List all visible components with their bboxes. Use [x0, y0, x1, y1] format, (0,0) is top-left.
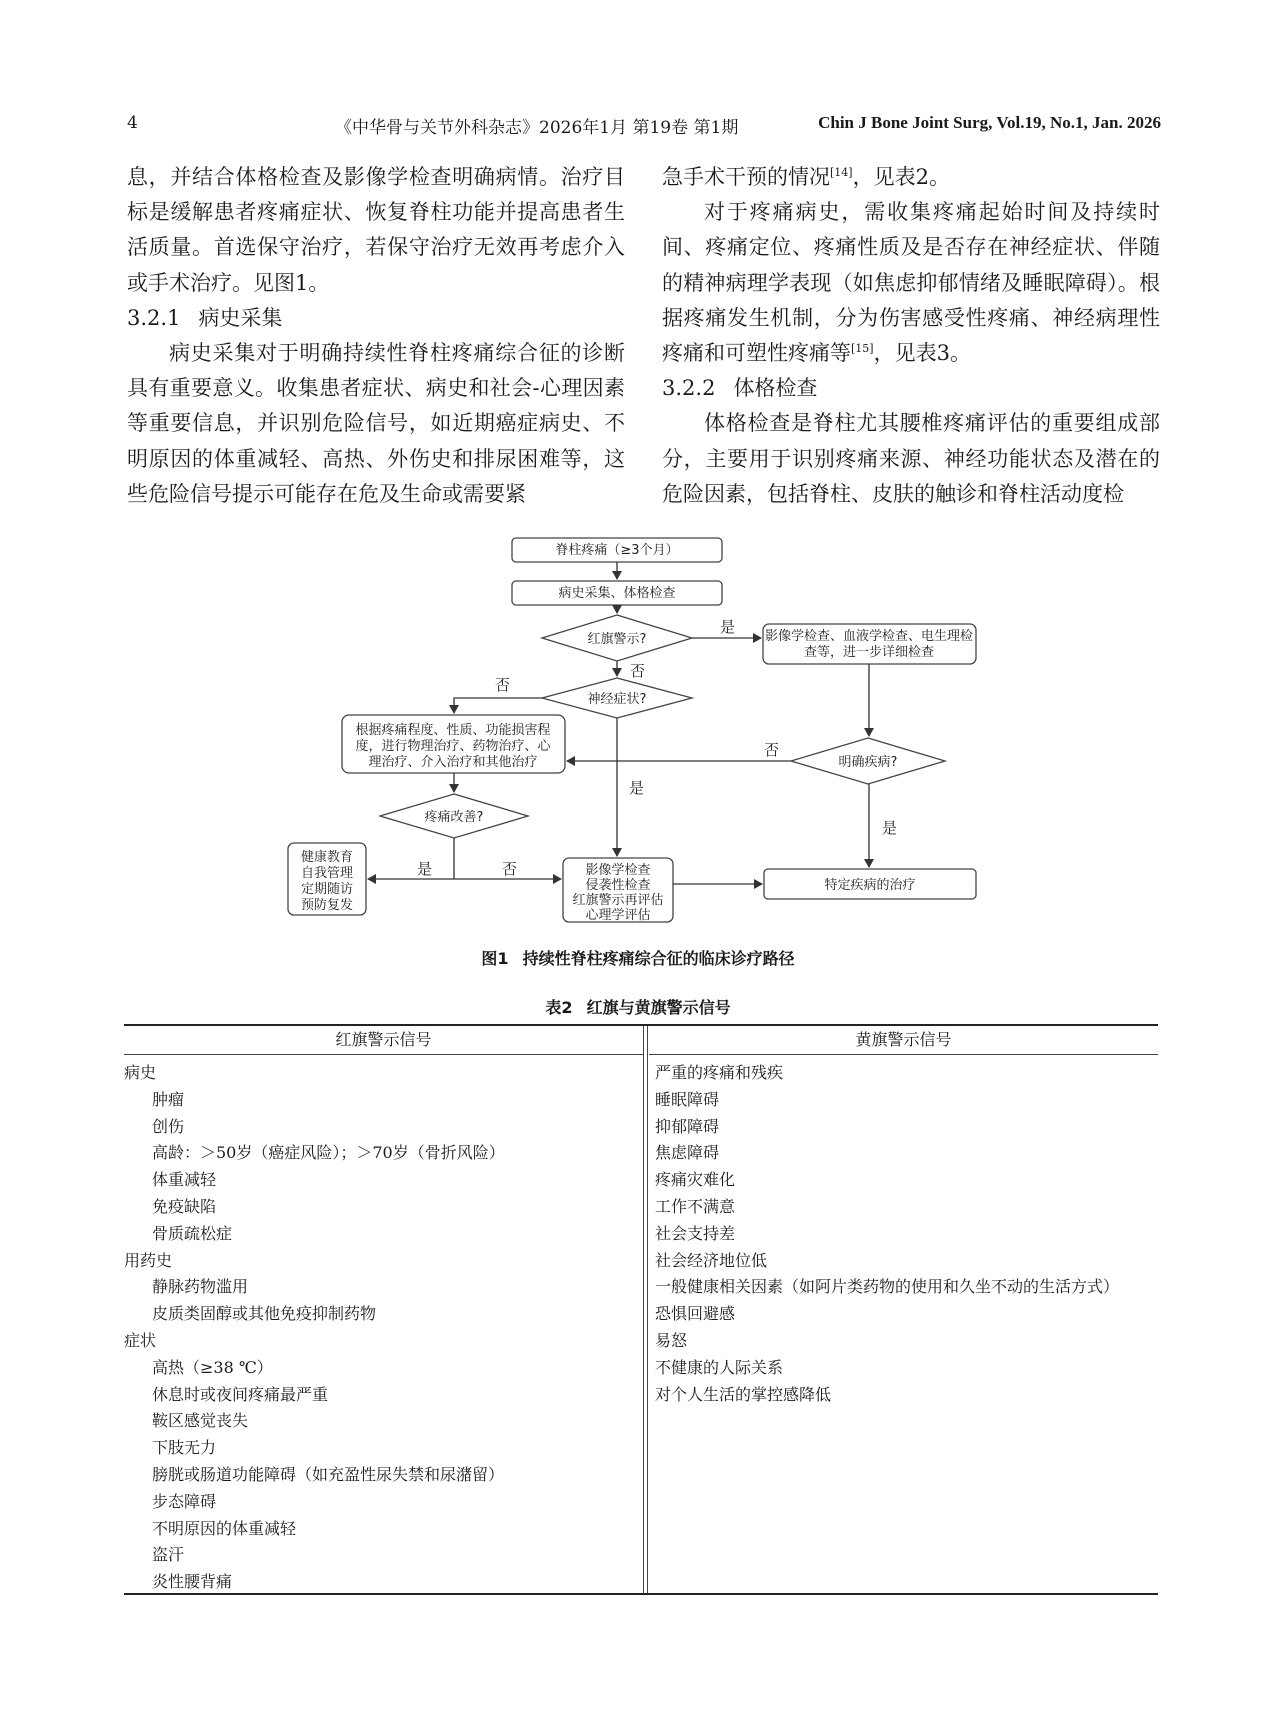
edge-label-yes: 是 — [720, 618, 736, 636]
edge-label-yes: 是 — [417, 860, 433, 878]
node-specific-label: 特定疾病的治疗 — [824, 878, 916, 893]
column-header-yellow: 黄旗警示信号 — [649, 1026, 1158, 1055]
table-row: 不明原因的体重减轻 — [152, 1518, 297, 1538]
paragraph — [662, 195, 1160, 371]
node-imaging-label: 影像学检查、血液学检查、电生理检 — [764, 629, 974, 644]
figure-label: 图1 — [481, 949, 509, 968]
section-heading — [127, 301, 625, 336]
table-title — [0, 995, 1276, 1018]
edge — [454, 698, 542, 713]
table-title-text: 红旗与黄旗警示信号 — [586, 998, 731, 1017]
text: ，见表2。 — [852, 165, 950, 189]
section-title: 病史采集 — [198, 305, 283, 330]
table-row: 睡眠障碍 — [655, 1089, 720, 1109]
node-education-label: 健康教育 — [300, 850, 354, 865]
page-number: 4 — [127, 113, 138, 133]
table-row: 高热（≥38 ℃） — [152, 1357, 273, 1377]
node-reevaluation-label: 侵袭性检查 — [585, 878, 651, 893]
citation: [14] — [830, 166, 853, 179]
edge-label-no: 否 — [630, 662, 646, 680]
edge — [368, 838, 454, 879]
table-row: 易怒 — [655, 1330, 688, 1350]
figure-caption-text: 持续性脊柱疼痛综合征的临床诊疗路径 — [522, 949, 795, 968]
table-row: 静脉药物滥用 — [152, 1277, 249, 1297]
node-neuro-label: 神经症状? — [587, 692, 647, 707]
section-heading — [662, 371, 1160, 406]
paragraph: 病史采集对于明确持续性脊柱疼痛综合征的诊断具有重要意义。收集患者症状、病史和社会-心理因素等重要信息，并识别危险信号，如近期癌症病史、不明原因的体重减轻、高热、外伤史和排尿困难等，这些危险信号提示可能存在危及生命或需要紧 — [127, 341, 625, 506]
table-row: 焦虑障碍 — [655, 1143, 720, 1163]
figure-caption — [0, 946, 1276, 969]
yellow-flag-list — [655, 1060, 1155, 1408]
table-row: 用药史 — [124, 1250, 173, 1270]
flowchart — [280, 528, 1000, 928]
table-row: 盗汗 — [152, 1545, 185, 1565]
node-reevaluation-label: 心理学评估 — [585, 908, 651, 923]
node-history-label: 病史采集、体格检查 — [558, 586, 676, 601]
journal-header-cn: 《中华骨与关节外科杂志》2026年1月 第19卷 第1期 — [335, 118, 739, 138]
node-diagnosis-label: 明确疾病? — [838, 755, 898, 770]
left-column — [127, 160, 625, 512]
node-treatment-label: 度，进行物理治疗、药物治疗、心 — [355, 739, 551, 754]
text: 对于疼痛病史，需收集疼痛起始时间及持续时间、疼痛定位、疼痛性质及是否存在神经症状、伴随的精神病理学表现（如焦虑抑郁情绪及睡眠障碍）。根据疼痛发生机制，分为伤害感受性疼痛、神经病理性疼痛和可塑性疼痛等 — [662, 200, 1160, 366]
table-row: 症状 — [124, 1330, 157, 1350]
node-education-label: 预防复发 — [300, 898, 354, 913]
node-imaging-label: 查等，进一步详细检查 — [803, 645, 935, 660]
text: 急手术干预的情况 — [662, 165, 830, 189]
right-column — [662, 160, 1160, 512]
text: ，见表3。 — [873, 341, 971, 366]
table-row: 恐惧回避感 — [655, 1304, 736, 1324]
paragraph: 息，并结合体格检查及影像学检查明确病情。治疗目标是缓解患者疼痛症状、恢复脊柱功能并提高患者生活质量。首选保守治疗，若保守治疗无效再考虑介入或手术治疗。见图1。 — [127, 165, 625, 295]
node-reevaluation-label: 影像学检查 — [585, 863, 651, 878]
table-row: 免疫缺陷 — [152, 1196, 217, 1216]
table-row: 步态障碍 — [152, 1491, 217, 1511]
section-number: 3.2.2 — [662, 376, 716, 401]
table-row: 膀胱或肠道功能障碍（如充盈性尿失禁和尿潴留） — [152, 1464, 505, 1484]
node-red-flag-label: 红旗警示? — [587, 632, 647, 647]
edge-label-no: 否 — [495, 676, 511, 694]
edge-label-no: 否 — [502, 860, 518, 878]
node-start-label: 脊柱疼痛（≥3个月） — [555, 543, 679, 558]
table-row: 对个人生活的掌控感降低 — [655, 1384, 832, 1404]
table-row: 皮质类固醇或其他免疫抑制药物 — [152, 1304, 377, 1324]
edge-label-yes: 是 — [882, 819, 898, 837]
table-row: 一般健康相关因素（如阿片类药物的使用和久坐不动的生活方式） — [655, 1277, 1120, 1297]
node-treatment-label: 理治疗、介入治疗和其他治疗 — [368, 755, 538, 770]
table-row: 社会支持差 — [655, 1223, 736, 1243]
table-label: 表2 — [545, 998, 573, 1017]
node-treatment-label: 根据疼痛程度、性质、功能损害程 — [355, 723, 551, 738]
table-row: 抑郁障碍 — [655, 1116, 720, 1136]
column-divider — [643, 1026, 648, 1593]
node-education-label: 定期随访 — [300, 882, 354, 897]
table-row: 疼痛灾难化 — [655, 1170, 736, 1190]
table-row: 不健康的人际关系 — [655, 1357, 784, 1377]
journal-header-en: Chin J Bone Joint Surg, Vol.19, No.1, Jan. 2026 — [818, 113, 1161, 132]
table-row: 休息时或夜间疼痛最严重 — [152, 1384, 329, 1404]
table-row: 鞍区感觉丧失 — [152, 1411, 249, 1431]
table-row: 体重减轻 — [152, 1170, 217, 1190]
section-number: 3.2.1 — [127, 305, 181, 330]
table-row: 社会经济地位低 — [655, 1250, 768, 1270]
paragraph: 体格检查是脊柱尤其腰椎疼痛评估的重要组成部分，主要用于识别疼痛来源、神经功能状态及潜在的危险因素，包括脊柱、皮肤的触诊和脊柱活动度检 — [662, 411, 1160, 506]
table-row: 工作不满意 — [655, 1196, 736, 1216]
edge-label-no: 否 — [764, 741, 780, 759]
edge-label-yes: 是 — [629, 779, 645, 797]
node-reevaluation-label: 红旗警示再评估 — [572, 893, 664, 908]
table-row: 骨质疏松症 — [152, 1223, 233, 1243]
table-row: 创伤 — [152, 1116, 185, 1136]
column-header-red: 红旗警示信号 — [124, 1026, 643, 1055]
node-improve-label: 疼痛改善? — [424, 810, 484, 825]
node-education-label: 自我管理 — [300, 866, 354, 881]
section-title: 体格检查 — [733, 376, 818, 401]
table-row: 高龄：＞50岁（癌症风险）；＞70岁（骨折风险） — [152, 1143, 505, 1163]
table-row: 炎性腰背痛 — [152, 1572, 233, 1592]
red-flag-list — [124, 1060, 639, 1596]
warning-signs-table — [124, 1024, 1158, 1595]
paragraph — [662, 160, 1160, 195]
citation: [15] — [851, 342, 874, 356]
table-row: 病史 — [124, 1063, 157, 1082]
table-row: 下肢无力 — [152, 1438, 217, 1458]
table-row: 肿瘤 — [152, 1089, 185, 1109]
table-row: 严重的疼痛和残疾 — [655, 1063, 784, 1082]
